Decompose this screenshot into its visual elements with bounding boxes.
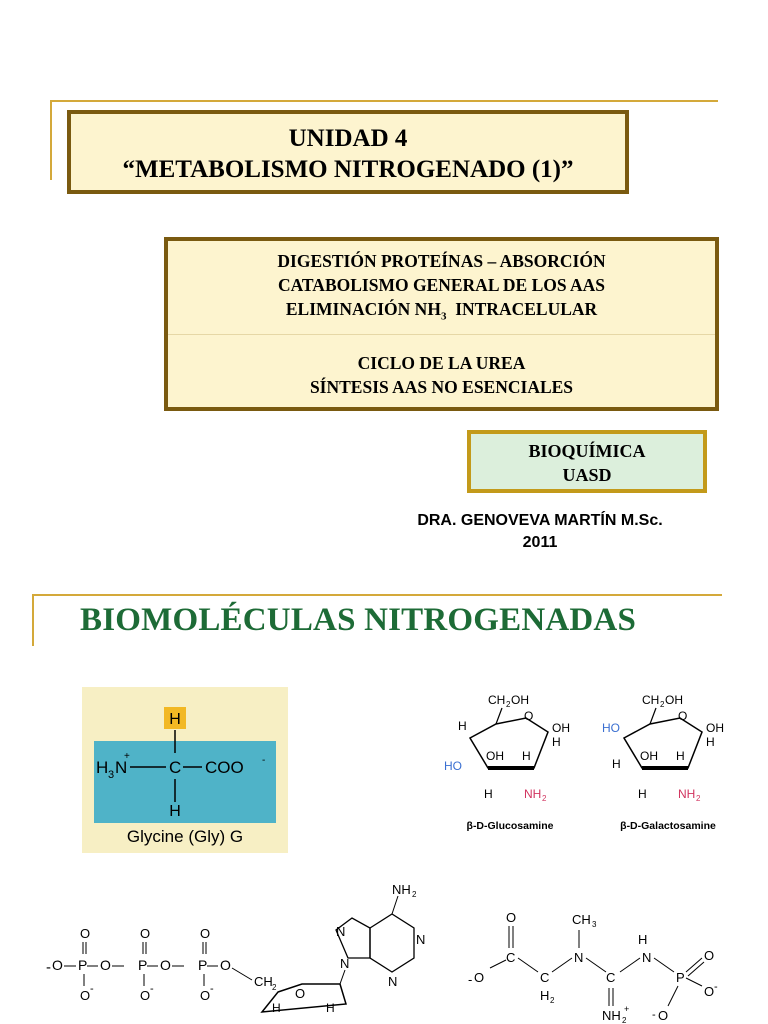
svg-text:HO: HO [444,759,462,773]
svg-text:O: O [80,926,91,941]
svg-text:P: P [78,957,88,973]
svg-text:O: O [100,957,111,973]
unit-title-box [67,110,629,194]
unit-number: UNIDAD 4 [288,125,408,152]
topics-box [164,237,719,411]
svg-text:O: O [80,988,91,1003]
author-name: DRA. GENOVEVA MARTÍN M.Sc. [417,512,663,529]
svg-text:H: H [612,757,621,771]
svg-text:-: - [210,983,214,995]
svg-text:O: O [160,957,171,973]
svg-text:H: H [484,787,493,801]
svg-text:O: O [140,988,151,1003]
svg-text:O: O [200,988,211,1003]
topic-synthesis: SÍNTESIS AAS NO ESENCIALES [309,377,574,397]
svg-text:H: H [706,735,715,749]
svg-text:N: N [115,758,128,777]
svg-text:N: N [336,924,346,939]
svg-text:H: H [458,719,467,733]
svg-text:N: N [642,950,652,965]
topic-urea-cycle: CICLO DE LA UREA [357,353,526,373]
topic-elimination: ELIMINACIÓN $NH_3$ INTRACELULAR [285,299,598,323]
phosphocreatine-structure [462,906,732,1024]
slide2-top-rule [32,594,722,596]
svg-text:NH: NH [678,787,696,801]
galactosamine-structure [598,688,738,816]
svg-text:O: O [524,709,534,723]
glucosamine-structure [440,688,580,816]
svg-text:O: O [295,986,306,1001]
slide1-top-rule [50,100,718,102]
svg-text:OH: OH [511,693,529,707]
topic-catabolism: CATABOLISMO GENERAL DE LOS AAS [277,275,606,295]
svg-text:HO: HO [602,721,620,735]
svg-text:2: 2 [550,996,555,1005]
svg-text:O: O [474,970,485,985]
svg-text:H: H [638,787,647,801]
svg-text:O: O [220,957,231,973]
svg-text:-: - [468,972,473,987]
glycine-figure [82,687,288,853]
svg-text:OH: OH [486,749,504,763]
galactosamine-label: β-D-Galactosamine [620,820,716,832]
svg-text:C: C [606,970,616,985]
svg-text:-: - [262,755,266,766]
topics-group-a [168,249,715,329]
svg-text:H: H [96,758,109,777]
svg-text:O: O [658,1008,669,1023]
svg-text:O: O [704,984,715,999]
svg-text:-: - [150,983,154,995]
institution-name: UASD [562,465,612,485]
course-name: BIOQUÍMICA [528,441,646,461]
svg-text:H: H [169,711,181,728]
svg-text:2: 2 [506,700,511,709]
svg-text:N: N [416,932,426,947]
svg-text:-: - [652,1009,656,1021]
svg-text:P: P [676,970,685,985]
svg-text:H: H [676,749,685,763]
glycine-caption: Glycine (Gly) G [126,827,244,846]
svg-text:H: H [552,735,561,749]
unit-name: “METABOLISMO NITROGENADO (1)” [122,156,574,183]
topics-divider [168,334,715,335]
svg-text:2: 2 [622,1016,627,1024]
svg-text:P: P [198,957,208,973]
svg-text:NH: NH [524,787,542,801]
svg-text:OH: OH [706,721,724,735]
svg-text:O: O [200,926,211,941]
atp-structure [40,872,450,1024]
svg-text:O: O [52,957,63,973]
svg-text:+: + [124,751,130,762]
svg-text:H: H [638,932,648,947]
svg-text:P: P [138,957,148,973]
svg-text:C: C [506,950,516,965]
svg-text:-: - [90,983,94,995]
svg-text:O: O [704,948,715,963]
svg-text:2: 2 [412,890,417,899]
svg-text:H: H [540,988,550,1003]
svg-text:NH: NH [392,882,411,897]
svg-text:2: 2 [660,700,665,709]
svg-text:H: H [272,1001,281,1015]
svg-text:CH: CH [572,912,591,927]
glucosamine-label: β-D-Glucosamine [466,820,554,832]
svg-text:O: O [506,910,517,925]
svg-text:3: 3 [108,769,115,781]
svg-text:3: 3 [592,920,597,929]
svg-text:H: H [169,803,181,820]
svg-text:NH: NH [602,1008,621,1023]
svg-text:O: O [678,709,688,723]
slide2-left-rule [32,594,34,646]
svg-text:-: - [714,981,718,993]
svg-text:2: 2 [542,794,547,803]
svg-text:COO: COO [205,758,244,777]
svg-text:OH: OH [552,721,570,735]
svg-text:OH: OH [665,693,683,707]
svg-text:CH: CH [254,974,273,989]
svg-text:N: N [388,974,398,989]
svg-text:+: + [624,1004,630,1014]
svg-text:C: C [540,970,550,985]
slide1-left-rule [50,100,52,180]
svg-text:H: H [522,749,531,763]
author-year: 2011 [522,534,558,551]
svg-text:CH: CH [642,693,660,707]
svg-text:C: C [169,758,182,777]
author-block [360,510,720,554]
topic-digestion: DIGESTIÓN PROTEÍNAS – ABSORCIÓN [277,251,606,271]
svg-text:N: N [574,950,584,965]
svg-text:O: O [140,926,151,941]
svg-text:OH: OH [640,749,658,763]
svg-text:-: - [46,959,51,976]
course-box [467,430,707,493]
svg-text:CH: CH [488,693,506,707]
svg-text:2: 2 [272,983,277,992]
svg-text:H: H [326,1001,335,1015]
svg-text:2: 2 [696,794,701,803]
svg-text:N: N [340,956,350,971]
topics-group-b [168,351,715,399]
slide2-title: BIOMOLÉCULAS NITROGENADAS [80,602,637,638]
